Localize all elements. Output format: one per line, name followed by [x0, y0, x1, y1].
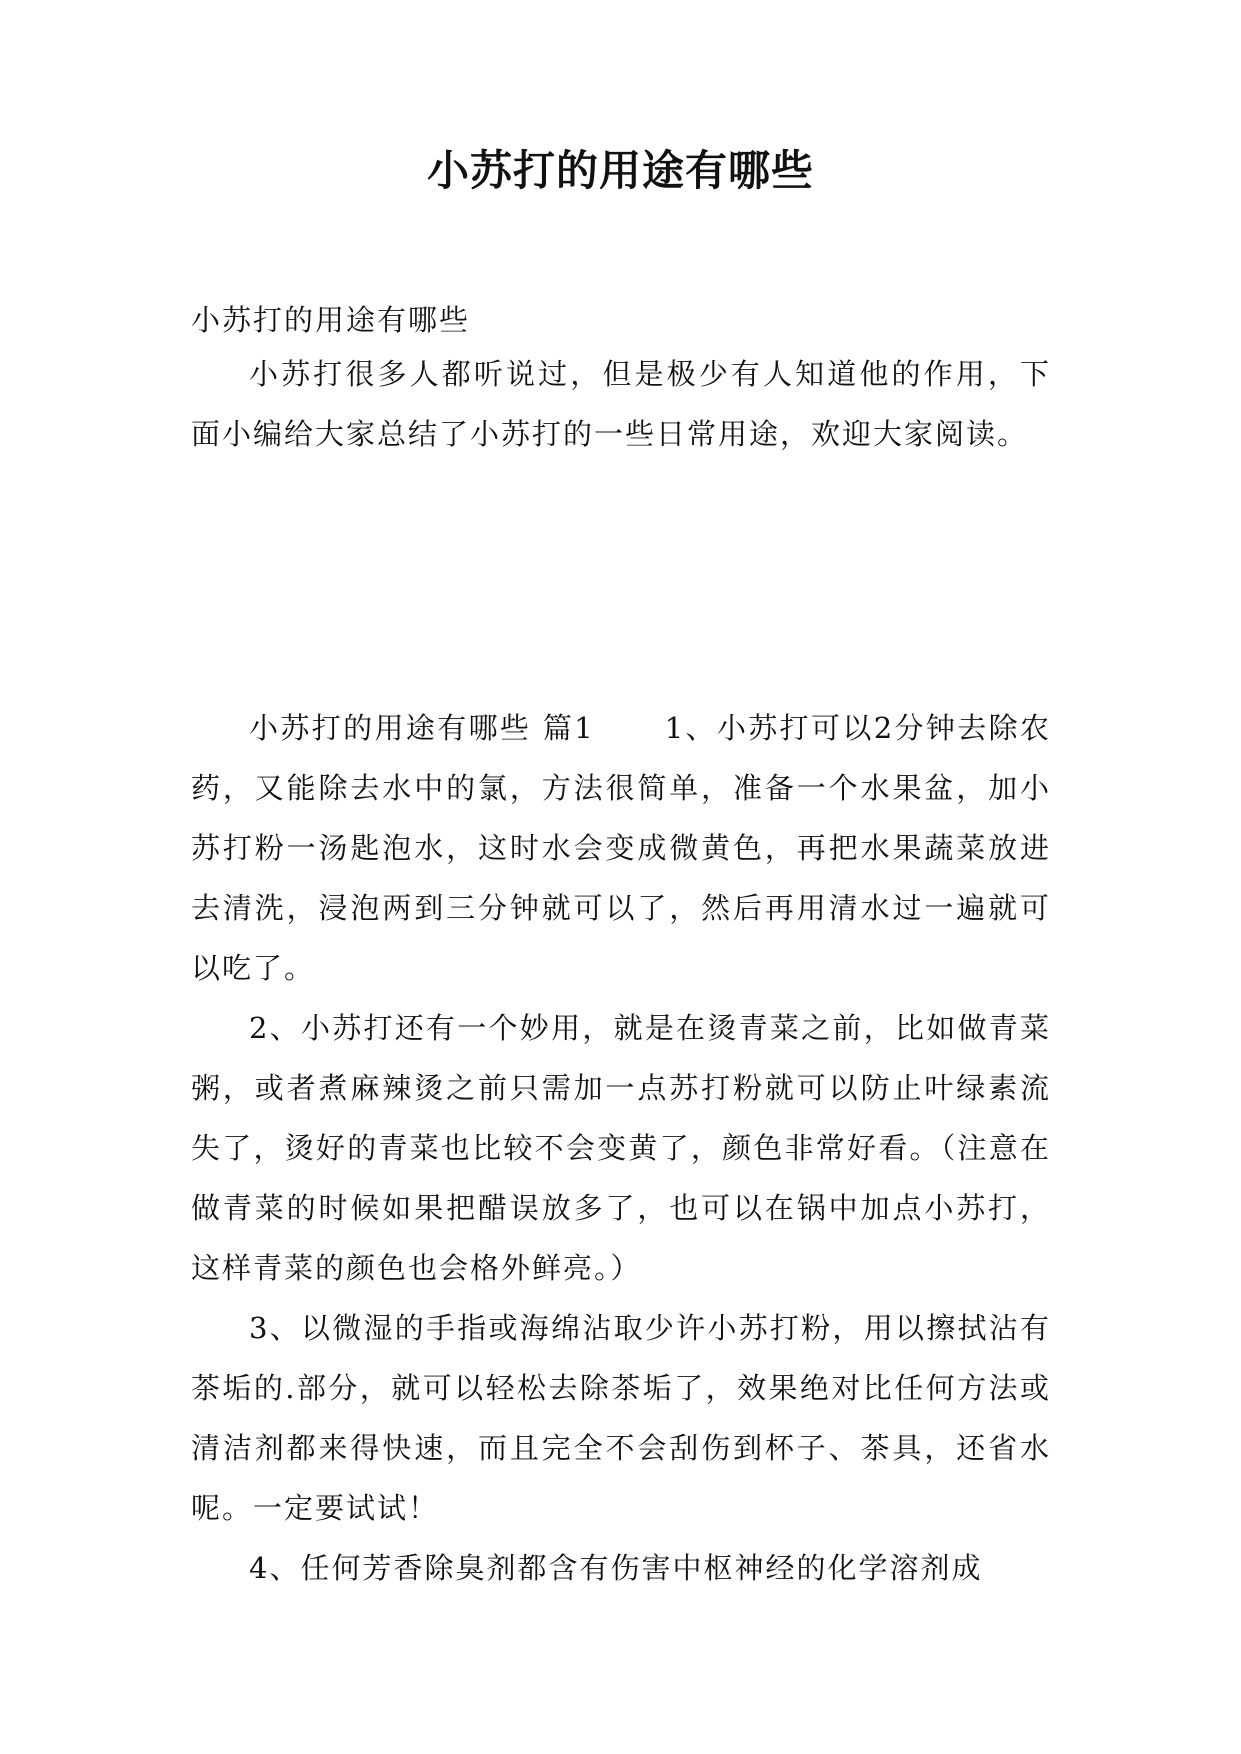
- article-paragraph-4: 4、任何芳香除臭剂都含有伤害中枢神经的化学溶剂成: [249, 1551, 983, 1585]
- document-subtitle: 小苏打的用途有哪些: [191, 303, 471, 337]
- section-heading: 小苏打的用途有哪些 篇1: [249, 711, 595, 745]
- article-paragraph-2: 2、小苏打还有一个妙用，就是在烫青菜之前，比如做青菜粥，或者煮麻辣烫之前只需加一点苏打粉就可以防止叶绿素流失了，烫好的青菜也比较不会变黄了，颜色非常好看。（注意在做青菜的时候如果把醋误放多了，也可以在锅中加点小苏打，这样青菜的颜色也会格外鲜亮。）: [191, 1011, 1051, 1285]
- article-body: [191, 698, 1051, 1598]
- paragraph-text: 1、小苏打可以2分钟去除农药，又能除去水中的氯，方法很简单，准备一个水果盆，加小苏打粉一汤匙泡水，这时水会变成微黄色，再把水果蔬菜放进去清洗，浸泡两到三分钟就可以了，然后再用清水过一遍就可以吃了。: [191, 711, 1051, 985]
- intro-text: 小苏打很多人都听说过，但是极少有人知道他的作用，下面小编给大家总结了小苏打的一些日常用途，欢迎大家阅读。: [191, 357, 1051, 451]
- document-title: 小苏打的用途有哪些: [426, 146, 814, 195]
- intro-paragraph: [191, 344, 1051, 464]
- article-paragraph-3: 3、以微湿的手指或海绵沾取少许小苏打粉，用以擦拭沾有茶垢的.部分，就可以轻松去除茶垢了，效果绝对比任何方法或清洁剂都来得快速，而且完全不会刮伤到杯子、茶具，还省水呢。一定要试试！: [191, 1311, 1051, 1525]
- article-paragraph-1: [191, 698, 1051, 998]
